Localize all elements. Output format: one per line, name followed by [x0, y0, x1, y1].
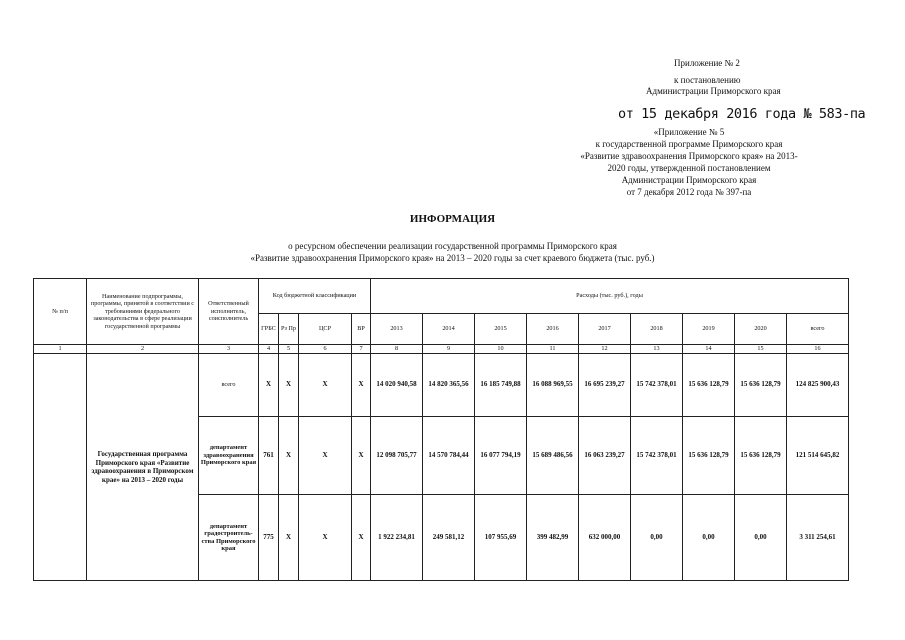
header-program-name: Наименование подпрограммы, программы, принятой в соответствии с требованиями федерального законодательства в сфере реализации государственной программы [87, 279, 199, 345]
header-num: № п/п [34, 279, 87, 345]
value-cell: 15 636 128,79 [683, 417, 735, 495]
program-reference-line: «Развитие здравоохранения Приморского края» на 2013- [580, 151, 798, 161]
program-reference-line: Администрации Приморского края [621, 175, 757, 185]
value-cell: 249 581,12 [423, 495, 475, 581]
header-budget-code: Код бюджетной классификации [259, 279, 371, 314]
program-reference-line: к государственной программе Приморского края [595, 139, 783, 149]
value-cell: 0,00 [735, 495, 787, 581]
total-cell: 124 825 900,43 [787, 354, 849, 417]
total-cell: 121 514 645,82 [787, 417, 849, 495]
administration-label: Администрации Приморского края [646, 86, 781, 96]
col-number: 16 [787, 345, 849, 354]
value-cell: 399 482,99 [527, 495, 579, 581]
value-cell: 0,00 [683, 495, 735, 581]
col-number: 15 [735, 345, 787, 354]
col-number: 13 [631, 345, 683, 354]
value-cell: 12 098 705,77 [371, 417, 423, 495]
value-cell: 15 636 128,79 [735, 354, 787, 417]
grbs-cell: 775 [259, 495, 279, 581]
value-cell: 0,00 [631, 495, 683, 581]
program-reference-line: от 7 декабря 2012 года № 397-па [626, 187, 752, 197]
col-number: 6 [299, 345, 352, 354]
resolution-label: к постановлению [674, 75, 741, 85]
col-number: 9 [423, 345, 475, 354]
document-subtitle-line2: «Развитие здравоохранения Приморского края» на 2013 – 2020 годы за счет краевого бюджета (тыс. руб.) [250, 253, 655, 263]
resolution-date-stamp: от 15 декабря 2016 года № 583-па [618, 106, 866, 122]
responsible-cell: департамент градостроитель-ства Приморского края [199, 495, 259, 581]
value-cell: 14 570 784,44 [423, 417, 475, 495]
resource-table [33, 278, 849, 581]
responsible-cell: департамент здравоохранения Приморского края [199, 417, 259, 495]
grbs-cell: Х [259, 354, 279, 417]
vr-cell: Х [352, 354, 371, 417]
header-vr: ВР [352, 314, 371, 345]
col-number: 2 [87, 345, 199, 354]
header-year: 2017 [579, 314, 631, 345]
header-year: 2020 [735, 314, 787, 345]
col-number: 3 [199, 345, 259, 354]
header-year: 2018 [631, 314, 683, 345]
header-year: 2015 [475, 314, 527, 345]
header-rzpr: Рз Пр [279, 314, 299, 345]
value-cell: 16 185 749,88 [475, 354, 527, 417]
csr-cell: Х [299, 354, 352, 417]
header-year: 2016 [527, 314, 579, 345]
value-cell: 632 000,00 [579, 495, 631, 581]
header-responsible: Ответственный исполнитель, соисполнитель [199, 279, 259, 345]
value-cell: 15 636 128,79 [735, 417, 787, 495]
rzpr-cell: Х [279, 354, 299, 417]
value-cell: 1 922 234,81 [371, 495, 423, 581]
table-row [34, 354, 849, 417]
header-grbs: ГРБС [259, 314, 279, 345]
value-cell: 14 020 940,58 [371, 354, 423, 417]
header-csr: ЦСР [299, 314, 352, 345]
vr-cell: Х [352, 417, 371, 495]
value-cell: 14 820 365,56 [423, 354, 475, 417]
header-year: 2013 [371, 314, 423, 345]
rzpr-cell: Х [279, 495, 299, 581]
value-cell: 16 695 239,27 [579, 354, 631, 417]
grbs-cell: 761 [259, 417, 279, 495]
value-cell: 16 077 794,19 [475, 417, 527, 495]
col-number: 14 [683, 345, 735, 354]
row-number-cell [34, 354, 87, 581]
csr-cell: Х [299, 417, 352, 495]
rzpr-cell: Х [279, 417, 299, 495]
col-number: 1 [34, 345, 87, 354]
value-cell: 15 742 378,01 [631, 354, 683, 417]
document-title: ИНФОРМАЦИЯ [409, 213, 496, 225]
header-total: всего [787, 314, 849, 345]
header-year: 2014 [423, 314, 475, 345]
value-cell: 16 088 969,55 [527, 354, 579, 417]
program-reference-line: «Приложение № 5 [653, 127, 725, 137]
appendix-label: Приложение № 2 [674, 58, 740, 68]
col-number: 7 [352, 345, 371, 354]
col-number: 10 [475, 345, 527, 354]
value-cell: 15 689 486,56 [527, 417, 579, 495]
program-reference-line: 2020 годы, утвержденной постановлением [607, 163, 771, 173]
program-name-cell: Государственная программа Приморского края «Развитие здравоохранения в Приморском крае» на 2013 – 2020 годы [87, 354, 199, 581]
col-number: 4 [259, 345, 279, 354]
responsible-cell: всего [199, 354, 259, 417]
value-cell: 15 636 128,79 [683, 354, 735, 417]
col-number: 8 [371, 345, 423, 354]
col-number: 12 [579, 345, 631, 354]
value-cell: 15 742 378,01 [631, 417, 683, 495]
value-cell: 107 955,69 [475, 495, 527, 581]
value-cell: 16 063 239,27 [579, 417, 631, 495]
header-expenses: Расходы (тыс. руб.), годы [371, 279, 849, 314]
total-cell: 3 311 254,61 [787, 495, 849, 581]
col-number: 11 [527, 345, 579, 354]
csr-cell: Х [299, 495, 352, 581]
col-number: 5 [279, 345, 299, 354]
document-subtitle-line1: о ресурсном обеспечении реализации государственной программы Приморского края [288, 241, 617, 251]
header-year: 2019 [683, 314, 735, 345]
program-reference [558, 126, 820, 198]
vr-cell: Х [352, 495, 371, 581]
